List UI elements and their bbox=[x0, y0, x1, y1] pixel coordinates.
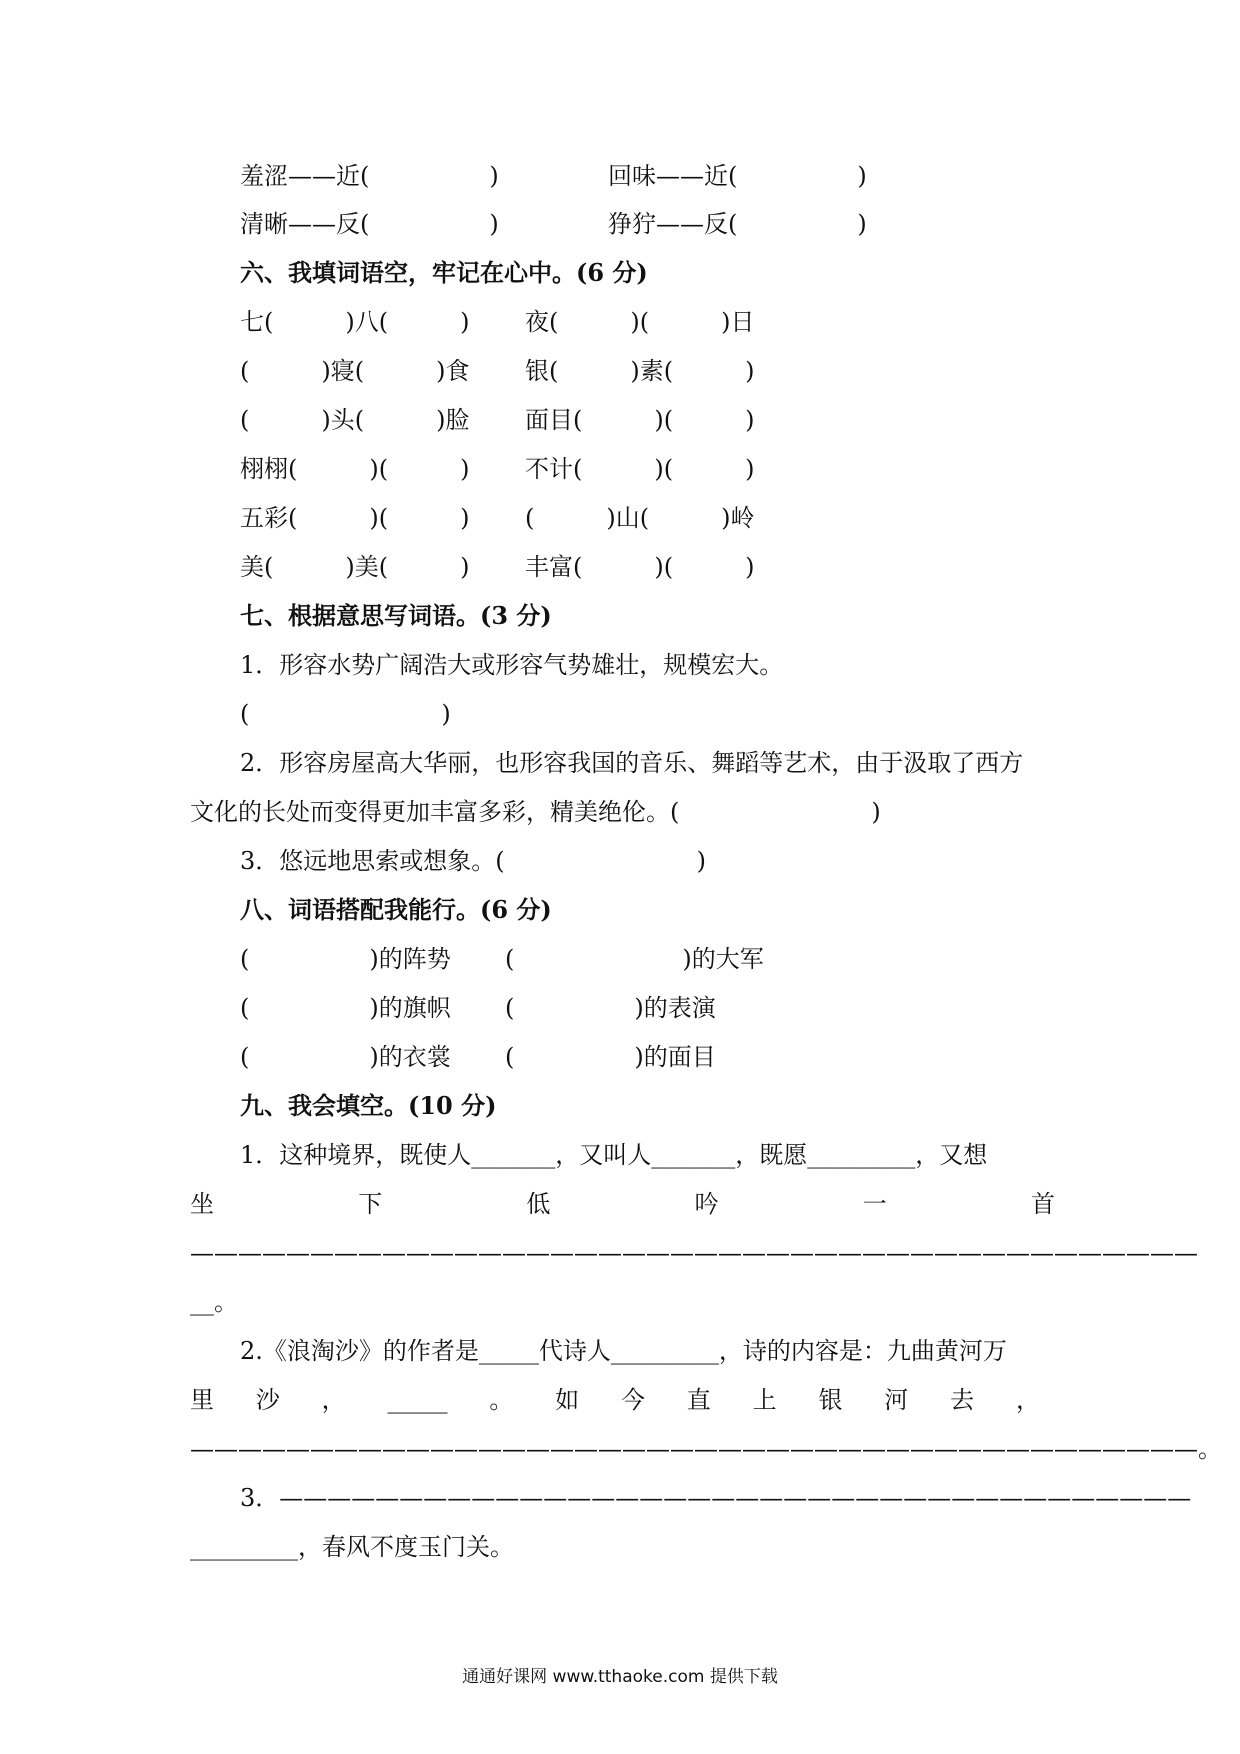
idiom-fill-item: 银( )素( ) bbox=[525, 357, 755, 385]
spaced-char: 下 bbox=[358, 1190, 383, 1218]
spaced-char: 一 bbox=[862, 1190, 887, 1218]
antonym-synonym-item: 狰狞——反( ) bbox=[608, 210, 867, 238]
idiom-fill-item: 不计( )( ) bbox=[525, 455, 755, 483]
spaced-char: _____ bbox=[387, 1386, 448, 1414]
collocation-item: ( )的表演 bbox=[505, 994, 716, 1022]
idiom-fill-item: 五彩( )( ) bbox=[240, 504, 470, 532]
question-9-3-continued: _________，春风不度玉门关。 bbox=[190, 1533, 514, 1561]
section-9-heading: 九、我会填空。(10 分) bbox=[240, 1091, 497, 1120]
question-7-2: 2．形容房屋高大华丽，也形容我国的音乐、舞蹈等艺术，由于汲取了西方 bbox=[240, 749, 1024, 777]
question-9-1-spaced-line bbox=[190, 1188, 1055, 1220]
question-9-1: 1．这种境界，既使人_______，又叫人_______，既愿_________，又想 bbox=[240, 1141, 988, 1169]
question-9-2-spaced-line bbox=[190, 1384, 1040, 1416]
idiom-fill-item: ( )头( )脸 bbox=[240, 406, 470, 434]
question-9-2: 2.《浪淘沙》的作者是_____代诗人_________，诗的内容是：九曲黄河万 bbox=[240, 1337, 1007, 1365]
answer-line: —————————————————————————————————————————— bbox=[190, 1239, 1198, 1267]
page-footer: 通通好课网 www.tthaoke.com 提供下载 bbox=[462, 1667, 778, 1687]
spaced-char: 沙 bbox=[255, 1386, 280, 1414]
answer-blank: ( ) bbox=[240, 700, 451, 728]
question-7-3: 3．悠远地思索或想象。( ) bbox=[240, 847, 706, 875]
spaced-char: 如 bbox=[555, 1386, 580, 1414]
question-9-3: 3．—————————————————————————————————————— bbox=[240, 1484, 1192, 1512]
spaced-char: 去 bbox=[950, 1386, 975, 1414]
spaced-char: 首 bbox=[1030, 1190, 1055, 1218]
question-7-2-continued: 文化的长处而变得更加丰富多彩，精美绝伦。( ) bbox=[190, 798, 881, 826]
spaced-char: ， bbox=[1015, 1386, 1040, 1414]
answer-line: ——————————————————————————————————————————。 bbox=[190, 1435, 1222, 1463]
question-7-1: 1．形容水势广阔浩大或形容气势雄壮，规模宏大。 bbox=[240, 651, 784, 679]
antonym-synonym-item: 回味——近( ) bbox=[608, 162, 867, 190]
idiom-fill-item: ( )寝( )食 bbox=[240, 357, 470, 385]
idiom-fill-item: 栩栩( )( ) bbox=[240, 455, 470, 483]
collocation-item: ( )的面目 bbox=[505, 1043, 716, 1071]
idiom-fill-item: 面目( )( ) bbox=[525, 406, 755, 434]
spaced-char: 吟 bbox=[694, 1190, 719, 1218]
collocation-item: ( )的阵势 bbox=[240, 945, 451, 973]
spaced-char: 里 bbox=[190, 1386, 214, 1414]
section-8-heading: 八、词语搭配我能行。(6 分) bbox=[240, 895, 552, 924]
section-6-heading: 六、我填词语空，牢记在心中。(6 分) bbox=[240, 258, 648, 287]
idiom-fill-item: 美( )美( ) bbox=[240, 553, 470, 581]
spaced-char: 河 bbox=[884, 1386, 909, 1414]
collocation-item: ( )的衣裳 bbox=[240, 1043, 451, 1071]
antonym-synonym-item: 羞涩——近( ) bbox=[240, 162, 499, 190]
collocation-item: ( )的旗帜 bbox=[240, 994, 451, 1022]
spaced-char: 直 bbox=[686, 1386, 711, 1414]
idiom-fill-item: ( )山( )岭 bbox=[525, 504, 755, 532]
spaced-char: 今 bbox=[620, 1386, 645, 1414]
spaced-char: ， bbox=[321, 1386, 346, 1414]
idiom-fill-item: 夜( )( )日 bbox=[525, 308, 755, 336]
spaced-char: 。 bbox=[489, 1386, 514, 1414]
spaced-char: 上 bbox=[752, 1386, 777, 1414]
idiom-fill-item: 七( )八( ) bbox=[240, 308, 470, 336]
answer-line-end: __。 bbox=[190, 1288, 238, 1316]
section-7-heading: 七、根据意思写词语。(3 分) bbox=[240, 601, 552, 630]
spaced-char: 坐 bbox=[190, 1190, 214, 1218]
collocation-item: ( )的大军 bbox=[505, 945, 764, 973]
spaced-char: 低 bbox=[526, 1190, 551, 1218]
spaced-char: 银 bbox=[818, 1386, 843, 1414]
idiom-fill-item: 丰富( )( ) bbox=[525, 553, 755, 581]
antonym-synonym-item: 清晰——反( ) bbox=[240, 210, 499, 238]
